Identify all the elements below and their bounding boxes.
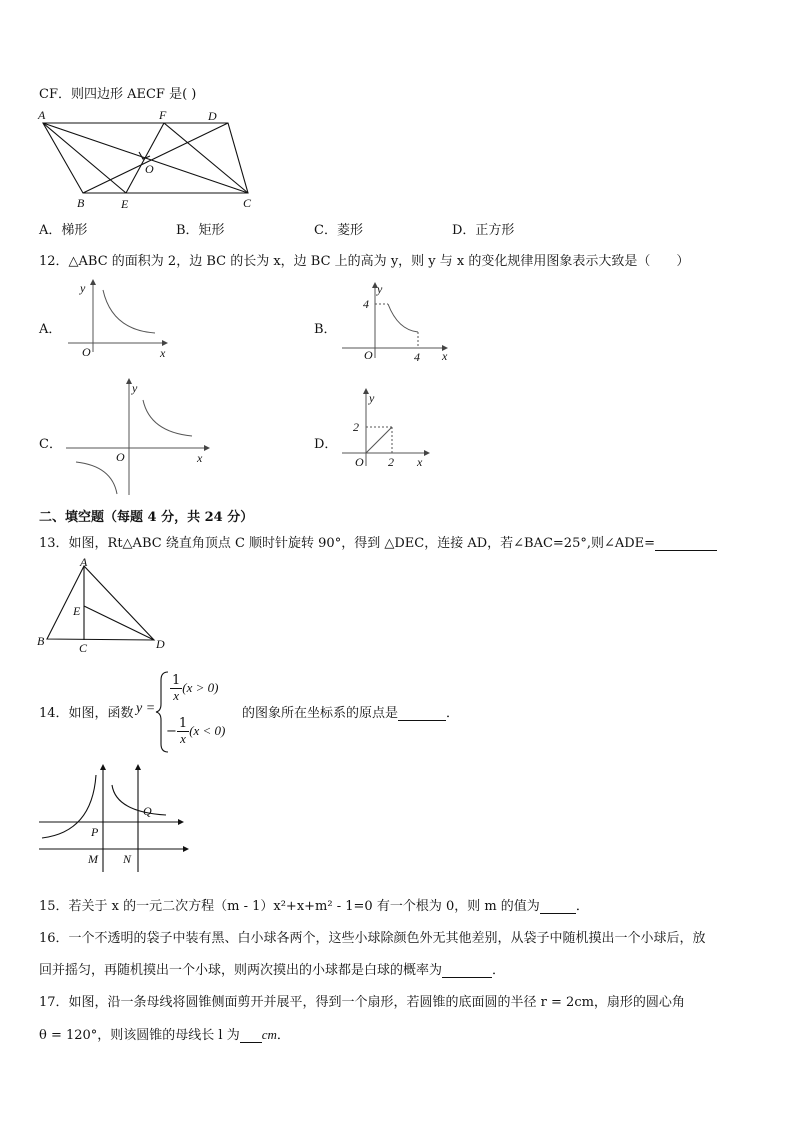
graph-c-y-label: y [132,381,138,395]
graph-d-tick-2-y: 2 [353,420,359,434]
q14-piece1-den: x [173,688,180,703]
q13-label-e: E [73,604,81,618]
q12-label-d: D． [314,437,338,452]
q13-label-b: B [37,634,45,648]
q14-label-p: P [91,825,99,839]
q14-suffix: 的图象所在坐标系的原点是 [242,706,399,721]
q14-label-q: Q [143,804,152,818]
q16-line-2 [39,959,505,978]
q17-stem: θ = 120°，则该圆锥的母线长 l 为 [39,1028,240,1043]
q17-answer-blank[interactable] [240,1028,262,1043]
q11-label-a: A [38,108,46,122]
graph-c-origin: O [116,450,125,464]
q17-end: ． [276,1028,290,1043]
q11-option-b: B．矩形 [176,223,225,238]
q12-label-c: C． [39,437,62,452]
graph-b-origin: O [364,348,373,362]
q16-end: ． [492,963,506,978]
q17-line-1: 17．如图，沿一条母线将圆锥侧面剪开并展平，得到一个扇形，若圆锥的底面圆的半径 r = 2cm，扇形的圆心角 [39,995,685,1010]
q14-end: ． [446,706,460,721]
graph-c-x-label: x [197,451,203,465]
q12-text: 12．△ABC 的面积为 2，边 BC 的长为 x，边 BC 上的高为 y，则 y 与 x 的变化规律用图象表示大致是（ ） [39,254,690,269]
q15-line [39,895,589,914]
q11-option-d: D．正方形 [452,223,515,238]
q13-label-d: D [156,637,165,651]
q13-stem: 13．如图，Rt△ABC 绕直角顶点 C 顺时针旋转 90°，得到 △DEC，连接 AD，若∠BAC=25°,则∠ADE= [39,536,656,551]
q11-label-c: C [243,196,252,210]
section-2-title: 二、填空题（每题 4 分，共 24 分） [39,510,254,525]
graph-d-origin: O [355,455,364,469]
q14-label-n: N [123,852,132,866]
curve-right-branch [112,785,166,815]
q13-label-a: A [80,555,88,569]
q11-label-d: D [208,109,217,123]
q17-unit: cm [261,1027,277,1042]
graph-d-y-label: y [369,391,375,405]
curve-left-branch [42,775,99,839]
graph-a-y-label: y [80,281,86,295]
q15-end: ． [575,899,589,914]
graph-b-tick-4-y: 4 [363,297,369,311]
q16-line-1: 16．一个不透明的袋子中装有黑、白小球各两个，这些小球除颜色外无其他差别，从袋子中随机摸出一个小球后，放 [39,931,706,946]
q14-func-y: y = [136,701,156,716]
graph-b-x-label: x [442,349,448,363]
q17-line-2 [39,1024,290,1043]
graph-b-tick-4-x: 4 [414,350,420,364]
q11-option-c: C．菱形 [314,223,363,238]
q12-label-b: B． [314,322,337,337]
q16-answer-blank[interactable] [442,963,492,978]
graph-a-origin: O [82,345,91,359]
q15-stem: 15．若关于 x 的一元二次方程（m - 1）x²+x+m² - 1=0 有一个根为 0，则 m 的值为 [39,899,540,914]
q11-option-a: A．梯形 [39,223,88,238]
q14-piece2-sign: − [166,724,177,739]
q16-stem: 回并摇匀，再随机摸出一个小球，则两次摸出的小球都是白球的概率为 [39,963,443,978]
q11-label-b: B [77,196,85,210]
q14-piece2-cond: (x < 0) [189,723,226,738]
q11-label-e: E [121,197,129,211]
q14-piece1-num: 1 [172,673,181,688]
q11-label-f: F [159,108,167,122]
q14-label-m: M [88,852,98,866]
q14-piece1-cond: (x > 0) [182,680,219,695]
q11-stem: CF．则四边形 AECF 是( ) [39,87,197,102]
graph-d-tick-2-x: 2 [388,455,394,469]
q14-piece2-num: 1 [178,716,188,731]
q15-answer-blank[interactable] [540,899,576,914]
q14-prefix: 14．如图，函数 [39,706,134,721]
q13-label-c: C [79,641,88,655]
q14-piece2-den: x [180,731,186,746]
q12-label-a: A． [39,322,62,337]
graph-a-x-label: x [160,346,166,360]
graph-b-y-label: y [377,282,383,296]
graph-d-x-label: x [417,455,423,469]
q11-label-o: O [145,162,154,176]
